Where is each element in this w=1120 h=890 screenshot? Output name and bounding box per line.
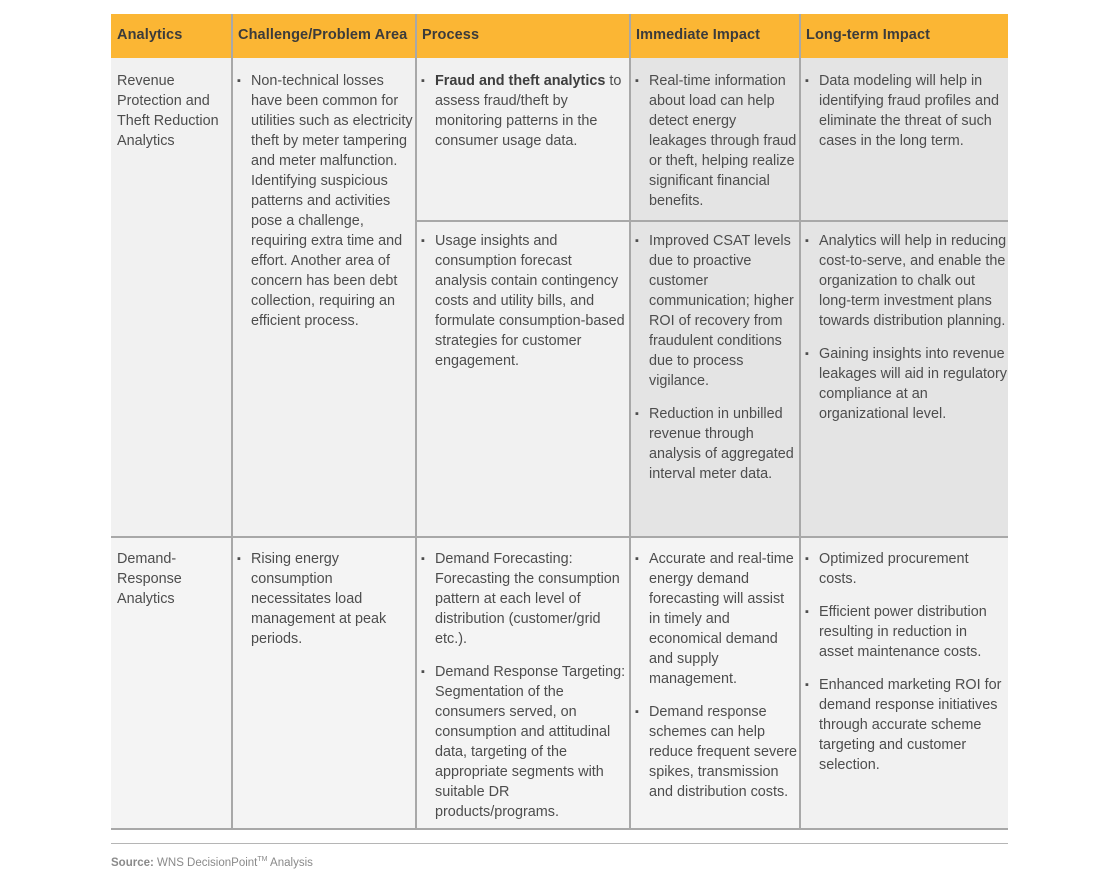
- header-long-term-impact: Long-term Impact: [806, 27, 931, 43]
- list-item: ▪ Rising energy consumption necessitates load management at peak periods.: [237, 549, 407, 649]
- header-challenge: Challenge/Problem Area: [238, 27, 408, 43]
- bullet-list: [805, 71, 1008, 151]
- grid-line-vertical: [231, 14, 233, 829]
- source-divider: [111, 843, 1008, 844]
- grid-line-vertical: [415, 14, 417, 829]
- list-item: ▪ Accurate and real-time energy demand forecasting will assist in timely and economical demand and supply management.: [635, 549, 797, 689]
- source-note: [111, 856, 313, 869]
- bullet-list: [635, 549, 797, 802]
- list-item: ▪ Usage insights and consumption forecast analysis contain contingency costs and utility bills, and formulate consumption-based strategies for customer engagement.: [421, 231, 627, 371]
- source-label: Source:: [111, 856, 154, 869]
- list-item: ▪ Reduction in unbilled revenue through analysis of aggregated interval meter data.: [635, 404, 797, 484]
- bullet-list: [237, 549, 407, 649]
- grid-line-vertical: [629, 14, 631, 829]
- item-text: to assess fraud/theft by monitoring patterns in the consumer usage data.: [435, 73, 622, 149]
- grid-line-horizontal: [111, 536, 1008, 538]
- list-item: ▪ Enhanced marketing ROI for demand response initiatives through accurate scheme targeting and customer selection.: [805, 675, 1005, 775]
- cell-analytics-demand: Demand-Response Analytics: [117, 551, 182, 607]
- bullet-list: [805, 549, 1005, 775]
- list-item: ▪ Demand response schemes can help reduce frequent severe spikes, transmission and distribution costs.: [635, 702, 797, 802]
- cell-process-demand: [421, 549, 627, 835]
- bold-term: Fraud and theft analytics: [435, 73, 606, 89]
- cell-immediate-demand: [635, 549, 797, 815]
- list-item: ▪ Demand Forecasting: Forecasting the consumption pattern at each level of distribution (customer/grid etc.).: [421, 549, 627, 649]
- list-item: ▪ Improved CSAT levels due to proactive customer communication; higher ROI of recovery from fraudulent conditions due to process vigilance.: [635, 231, 797, 391]
- grid-line-vertical: [799, 14, 801, 829]
- bullet-list: [421, 231, 627, 371]
- bullet-list: [421, 549, 627, 822]
- cell-immediate-fraud: [635, 71, 797, 224]
- list-item: ▪ Non-technical losses have been common for utilities such as electricity theft by meter tampering and meter malfunction. Identifying suspicious patterns and activities pose a challenge, requiring extra time and effort. Another area of concern has been debt collection, requiring an efficient process.: [237, 71, 415, 331]
- cell-challenge-revenue: [237, 71, 415, 344]
- list-item: ▪ Data modeling will help in identifying fraud profiles and eliminate the threat of such cases in the long term.: [805, 71, 1008, 151]
- cell-longterm-demand: [805, 549, 1005, 788]
- cell-longterm-fraud: [805, 71, 1008, 164]
- cell-immediate-usage: [635, 231, 797, 497]
- cell-process-fraud: [421, 71, 627, 164]
- bullet-list: [635, 231, 797, 484]
- cell-longterm-usage: [805, 231, 1008, 437]
- header-process: Process: [422, 27, 480, 43]
- trademark-mark: TM: [257, 856, 268, 863]
- list-item: ▪ Gaining insights into revenue leakages will aid in regulatory compliance at an organizational level.: [805, 344, 1008, 424]
- cell-process-usage: [421, 231, 627, 384]
- header-analytics: Analytics: [117, 27, 183, 43]
- table-header-row: [111, 14, 1008, 58]
- header-immediate-impact: Immediate Impact: [636, 27, 761, 43]
- bullet-list: [237, 71, 415, 331]
- list-item: ▪ Demand Response Targeting: Segmentation of the consumers served, on consumption and attitudinal data, targeting of the appropriate segments with suitable DR products/programs.: [421, 662, 627, 822]
- bullet-list: [421, 71, 627, 151]
- bullet-list: [805, 231, 1008, 424]
- list-item: ▪ Analytics will help in reducing cost-to-serve, and enable the organization to chalk out long-term investment plans towards distribution planning.: [805, 231, 1008, 331]
- list-item: ▪ Real-time information about load can help detect energy leakages through fraud or theft, helping realize significant financial benefits.: [635, 71, 797, 211]
- list-item: [421, 71, 627, 151]
- list-item: ▪ Optimized procurement costs.: [805, 549, 1005, 589]
- bullet-list: [635, 71, 797, 211]
- cell-challenge-demand: [237, 549, 407, 662]
- list-item: ▪ Efficient power distribution resulting in reduction in asset maintenance costs.: [805, 602, 1005, 662]
- source-suffix: Analysis: [270, 856, 313, 869]
- cell-analytics-revenue: Revenue Protection and Theft Reduction Analytics: [117, 73, 219, 149]
- source-text: WNS DecisionPoint: [157, 856, 258, 869]
